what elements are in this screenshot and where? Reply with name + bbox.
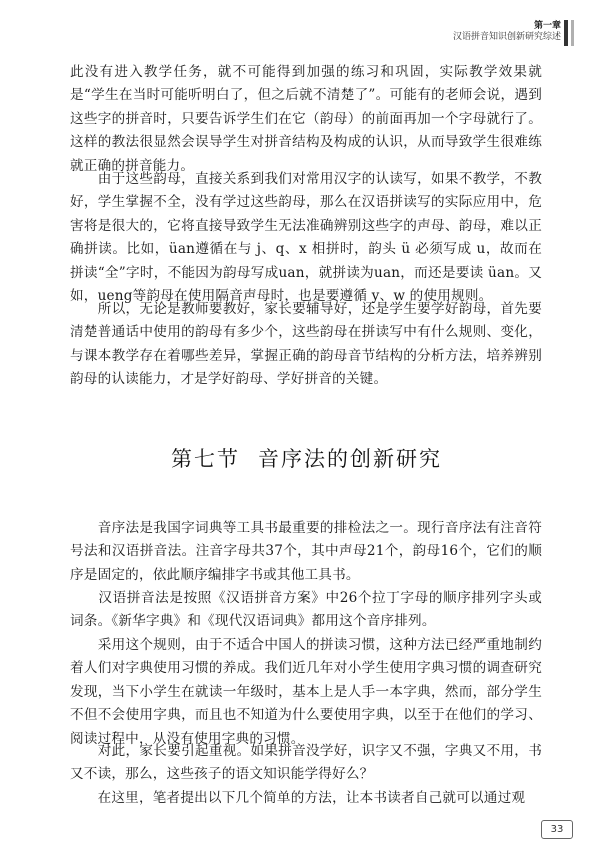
paragraph: 由于这些韵母，直接关系到我们对常用汉字的认读写，如果不教学，不教好，学生掌握不全，没有学过这些韵母，那么在汉语拼读写的实际应用中，危害将是很大的，它将直接导致学生无法准确辨别这些字的声母、韵母，难以正确拼读。比如，üan遵循在与 j、q、x 相拼时，韵头 ü 必须写成 u，故而在拼读“全”字时，不能因为韵母写成uan，就拼读为uan，而还是要读 üan。又如，ueng等韵母在使用隔音声母时，也是要遵循 y、w 的使用规则。: [70, 171, 542, 305]
paragraph: 所以，无论是教师要教好，家长要辅导好，还是学生要学好韵母，首先要清楚普通话中使用的韵母有多少个，这些韵母在拼读写中有什么规则、变化，与课本教学存在着哪些差异，掌握正确的韵母音节结构的分析方法，培养辨别韵母的认读能力，才是学好韵母、学好拼音的关键。: [70, 301, 542, 388]
paragraph: 汉语拼音法是按照《汉语拼音方案》中26个拉丁字母的顺序排列字头或词条。《新华字典》和《现代汉语词典》都用这个音序排列。: [70, 590, 542, 630]
chapter-label: 第一章: [533, 21, 561, 31]
header-accent-bar: [564, 20, 568, 46]
section-title: 音序法的创新研究: [258, 447, 442, 471]
paragraph: 采用这个规则，由于不适合中国人的拼读习惯，这种方法已经严重地制约着人们对字典使用习惯的养成。我们近几年对小学生使用字典习惯的调查研究发现，当下小学生在就读一年级时，基本上是人手一本字典，然而，部分学生不但不会使用字典，而且也不知道为什么要使用字典，以至于在他们的学习、阅读过程中，从没有使用字典的习惯。: [70, 637, 542, 747]
section-heading: [0, 443, 613, 473]
running-header: [453, 21, 561, 44]
paragraph: 对此，家长要引起重视。如果拼音没学好，识字又不强，字典又不用，书又不读，那么，这些孩子的语文知识能学得好么？: [70, 743, 542, 783]
chapter-title: 汉语拼音知识创新研究综述: [452, 32, 561, 43]
paragraph: 音序法是我国字词典等工具书最重要的排检法之一。现行音序法有注音符号法和汉语拼音法。注音字母共37个，其中声母21个，韵母16个，它们的顺序是固定的，依此顺序编排字书或其他工具书。: [70, 520, 542, 583]
header-accent-bar-light: [571, 20, 574, 46]
section-number: 第七节: [171, 447, 240, 471]
paragraph: 此没有进入教学任务，就不可能得到加强的练习和巩固，实际教学效果就是“学生在当时可能听明白了，但之后就不清楚了”。可能有的老师会说，遇到这些字的拼音时，只要告诉学生们在它（韵母）的前面再加一个字母就行了。这样的教法很显然会误导学生对拼音结构及构成的认识，从而导致学生很难练就正确的拼音能力。: [70, 64, 542, 174]
page-number: 33: [541, 820, 573, 839]
paragraph: 在这里，笔者提出以下几个简单的方法，让本书读者自己就可以通过观: [70, 790, 526, 806]
